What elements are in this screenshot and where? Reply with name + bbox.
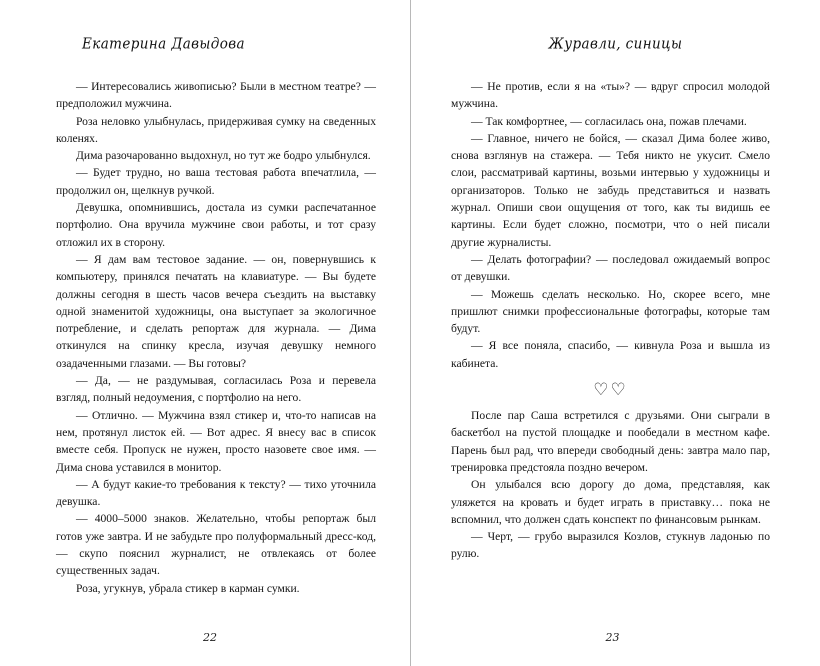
right-running-head: Журавли, синицы — [548, 35, 683, 53]
paragraph: Роза, угукнув, убрала стикер в карман сумки. — [76, 581, 300, 595]
paragraph: — Делать фотографии? — последовал ожидаемый вопрос от девушки. — [451, 252, 770, 284]
paragraph: — Я все поняла, спасибо, — кивнула Роза и вышла из кабинета. — [451, 339, 770, 370]
paragraph: Дима разочарованно выдохнул, но тут же бодро улыбнулся. — [76, 149, 371, 163]
paragraph: Девушка, опомнившись, достала из сумки распечатанное портфолио. Она вручила мужчине свои работы, и тот сразу отложил их в сторону. — [56, 201, 376, 249]
right-page — [410, 0, 820, 666]
paragraph: — Черт, — грубо выразился Козлов, стукнув ладонью по рулю. — [451, 530, 770, 561]
paragraph: Он улыбался всю дорогу до дома, представляя, как уляжется на кровать и будет играть в приставку… пока не вспомнил, что должен сдать конспект по финансовым рынкам. — [451, 478, 770, 526]
paragraph: — Отлично. — Мужчина взял стикер и, что-то написав на нем, протянул листок ей. — Вот адрес. Я внесу вас в список вместе себя. Пропуск не нужен, просто назовете свое имя. — Дима снова уставился в монитор. — [56, 408, 376, 474]
paragraph: — Так комфортнее, — согласилась она, пожав плечами. — [471, 114, 747, 128]
paragraph: — 4000–5000 знаков. Желательно, чтобы репортаж был готов уже завтра. И не забудьте про полуформальный дресс-код, — скупо пояснил журналист, не отвлекаясь от более существенных задач. — [56, 512, 376, 578]
paragraph: — Будет трудно, но ваша тестовая работа впечатлила, — продолжил он, щелкнув ручкой. — [56, 166, 376, 197]
paragraph: — Интересовались живописью? Были в местном театре? — предположил мужчина. — [56, 80, 376, 111]
paragraph: Роза неловко улыбнулась, придерживая сумку на сведенных коленях. — [56, 114, 376, 145]
paragraph: — Да, — не раздумывая, согласилась Роза и перевела взгляд, полный недоумения, с портфолио на него. — [56, 374, 376, 405]
paragraph: — Главное, ничего не бойся, — сказал Дима более живо, снова взглянув на стажера. — Тебя никто не укусит. Смело слои, рассматривай картины, возьми интервью у художницы и организаторов. Только не забудь представиться и назвать журнал. Опиши свои ощущения от того, как ты видишь ее картины. Если будет сложно, посмотри, что о ней писали другие журналисты. — [451, 131, 770, 249]
right-page-body — [451, 78, 770, 563]
section-break-ornament: ♡♡ — [593, 380, 628, 400]
left-page-body — [56, 78, 376, 597]
paragraph: — Я дам вам тестовое задание. — он, повернувшись к компьютеру, принялся печатать на клавиатуре. — Вы будете должны сегодня в шесть часов вечера съездить на выставку одной знаменитой художницы, она выступает за экологичное потребление, и сделать репортаж для журнала. — Дима откинулся на спинку кресла, изучая девушку немного озадаченными глазами. — Вы готовы? — [56, 252, 376, 370]
left-running-head: Екатерина Давыдова — [82, 35, 245, 53]
paragraph: — Не против, если я на «ты»? — вдруг спросил молодой мужчина. — [451, 80, 770, 111]
paragraph: После пар Саша встретился с друзьями. Они сыграли в баскетбол на пустой площадке и пообедали в местном кафе. Парень был рад, что впереди свободный день: завтра мало пар, тренировка предстояла поздно вечером. — [451, 409, 770, 474]
paragraph: — А будут какие-то требования к тексту? — тихо уточнила девушка. — [56, 477, 376, 509]
paragraph: — Можешь сделать несколько. Но, скорее всего, мне пришлют снимки профессиональные фотографы, которые там будут. — [451, 287, 770, 336]
right-page-folio: 23 — [605, 631, 620, 644]
left-page-folio: 22 — [203, 631, 217, 644]
